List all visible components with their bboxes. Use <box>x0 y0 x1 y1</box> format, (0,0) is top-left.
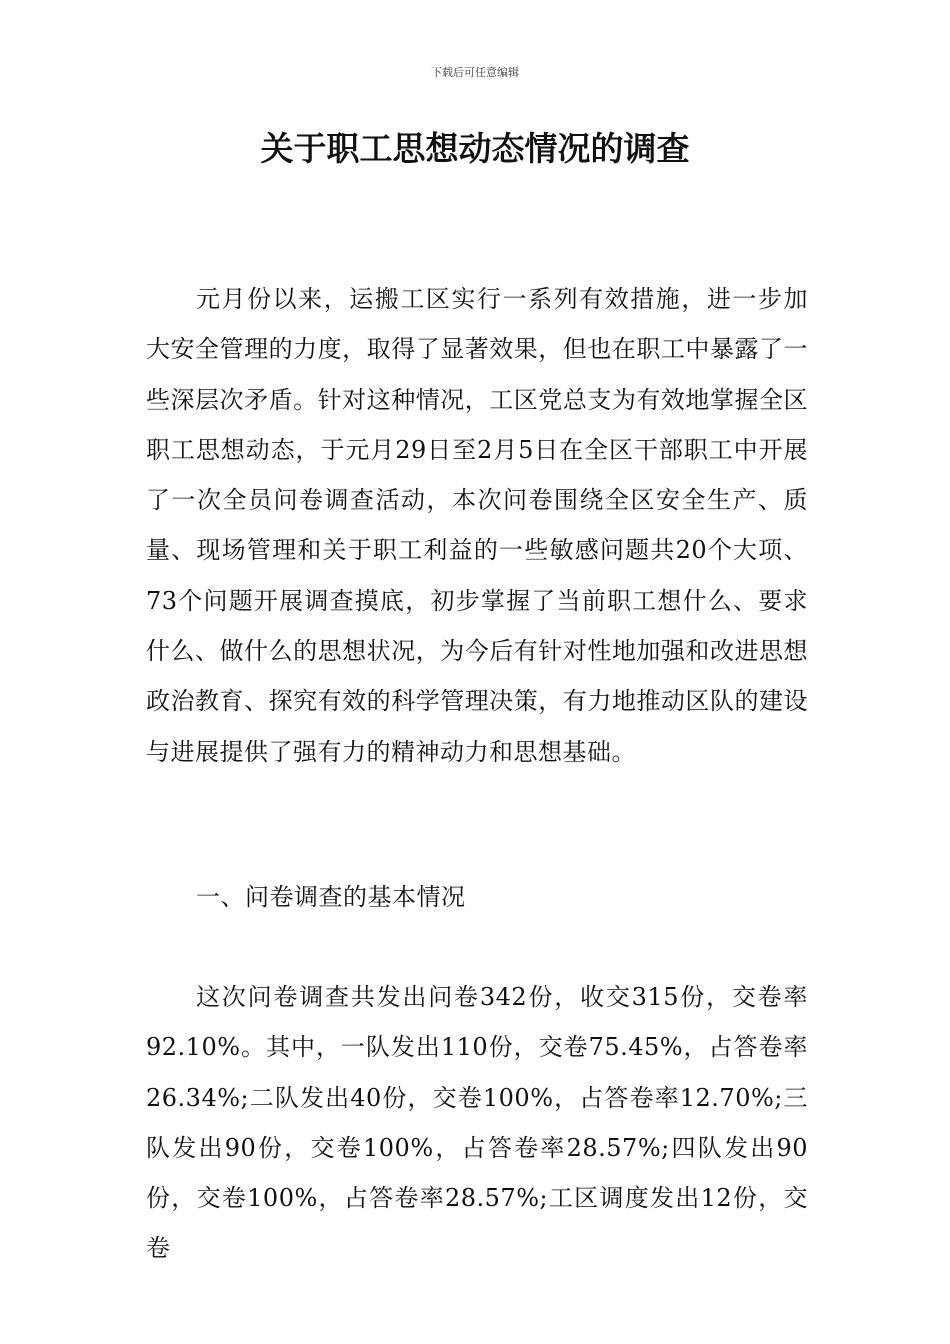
statistics-paragraph: 这次问卷调查共发出问卷342份，收交315份，交卷率92.10%。其中，一队发出110份，交卷75.45%，占答卷率26.34%;二队发出40份，交卷100%，占答卷率12.70%;三队发出90份，交卷100%，占答卷率28.57%;四队发出90份，交卷100%，占答卷率28.57%;工区调度发出12份，交卷 <box>146 983 808 1263</box>
intro-paragraph: 元月份以来，运搬工区实行一系列有效措施，进一步加大安全管理的力度，取得了显著效果，但也在职工中暴露了一些深层次矛盾。针对这种情况，工区党总支为有效地掌握全区职工思想动态，于元月29日至2月5日在全区干部职工中开展了一次全员问卷调查活动，本次问卷围绕全区安全生产、质量、现场管理和关于职工利益的一些敏感问题共20个大项、73个问题开展调查摸底，初步掌握了当前职工想什么、要求什么、做什么的思想状况，为今后有针对性地加强和改进思想政治教育、探究有效的科学管理决策，有力地推动区队的建设与进展提供了强有力的精神动力和思想基础。 <box>146 285 808 766</box>
header-note: 下载后可任意编辑 <box>431 66 519 79</box>
section-heading: 一、问卷调查的基本情况 <box>196 883 466 911</box>
document-title: 关于职工思想动态情况的调查 <box>260 129 690 168</box>
